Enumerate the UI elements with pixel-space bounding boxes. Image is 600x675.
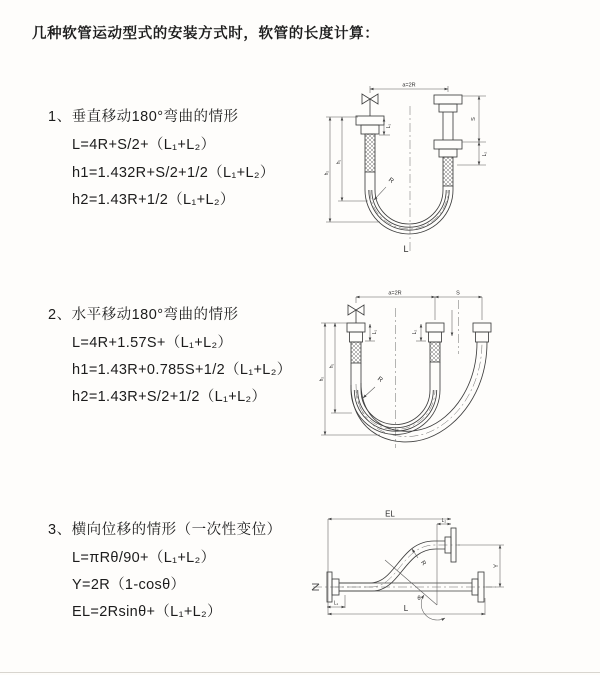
label-l1: L₁ <box>333 600 339 607</box>
right-flange <box>434 95 462 186</box>
label-l1: L₁ <box>372 329 378 335</box>
left-flange <box>347 323 365 363</box>
hose-u-bend <box>365 172 453 234</box>
dim-h1-h2 <box>321 323 380 435</box>
hose-u-bend-shifted <box>351 342 487 442</box>
diagram-lateral-displacement <box>300 500 600 660</box>
section-2-formula-h1: h1=1.43R+0.785S+1/2（L₁+L₂） <box>72 362 292 378</box>
section-1-heading: 1、垂直移动180°弯曲的情形 <box>48 109 239 125</box>
section-3-formula-L: L=πRθ/90+（L₁+L₂） <box>72 550 216 566</box>
dim-el <box>328 519 451 615</box>
label-y: Y <box>494 563 500 569</box>
label-l2: L₂ <box>441 518 447 524</box>
hose-s-curve <box>335 541 460 591</box>
label-el: EL <box>385 509 395 519</box>
label-l1: L₁ <box>386 123 392 129</box>
diagram-horizontal-180-bend <box>300 280 600 460</box>
label-a2r: a=2R <box>388 290 402 297</box>
section-1-formula-L: L=4R+S/2+（L₁+L₂） <box>72 137 216 153</box>
angle-theta <box>385 560 445 620</box>
label-r: R <box>386 176 395 185</box>
section-1-formula-h2: h2=1.43R+1/2（L₁+L₂） <box>72 192 235 208</box>
radius-leader <box>363 387 375 398</box>
section-3-formula-EL: EL=2Rsinθ+（L₁+L₂） <box>72 604 222 620</box>
label-r: R <box>419 559 427 567</box>
dim-l2 <box>437 524 451 605</box>
section-2-heading: 2、水平移动180°弯曲的情形 <box>48 307 239 323</box>
label-l2: L₂ <box>412 329 418 335</box>
label-s: S <box>456 290 460 297</box>
label-l: L <box>403 604 409 613</box>
label-h1: h₁ <box>336 159 342 165</box>
page-edge <box>0 672 600 673</box>
dim-a2r-s <box>356 297 482 320</box>
label-theta: θ <box>417 596 421 602</box>
middle-flange <box>426 323 444 362</box>
label-l: L <box>403 244 409 254</box>
section-2-formula-L: L=4R+1.57S+（L₁+L₂） <box>72 335 233 351</box>
label-h2: h₂ <box>319 376 325 382</box>
section-2-formula-h2: h2=1.43R+S/2+1/2（L₁+L₂） <box>72 389 267 405</box>
diagram-vertical-180-bend <box>300 70 590 260</box>
radius-leader <box>374 187 386 200</box>
label-l2: L₂ <box>482 151 488 157</box>
right-flange <box>473 323 491 342</box>
label-s: S <box>471 117 477 121</box>
section-3-heading: 3、横向位移的情形（一次性变位） <box>48 522 282 538</box>
page-title: 几种软管运动型式的安装方式时，软管的长度计算： <box>32 26 380 42</box>
valve-icon <box>362 94 378 116</box>
left-flange <box>356 116 384 172</box>
label-h2: h₂ <box>324 170 330 176</box>
section-1-formula-h1: h1=1.432R+S/2+1/2（L₁+L₂） <box>72 165 275 181</box>
label-r: R <box>375 375 384 384</box>
label-a2r: a=2R <box>402 82 416 89</box>
valve-icon <box>348 305 364 323</box>
label-h1: h₁ <box>329 363 335 369</box>
section-3-formula-Y: Y=2R（1-cosθ） <box>72 577 186 593</box>
